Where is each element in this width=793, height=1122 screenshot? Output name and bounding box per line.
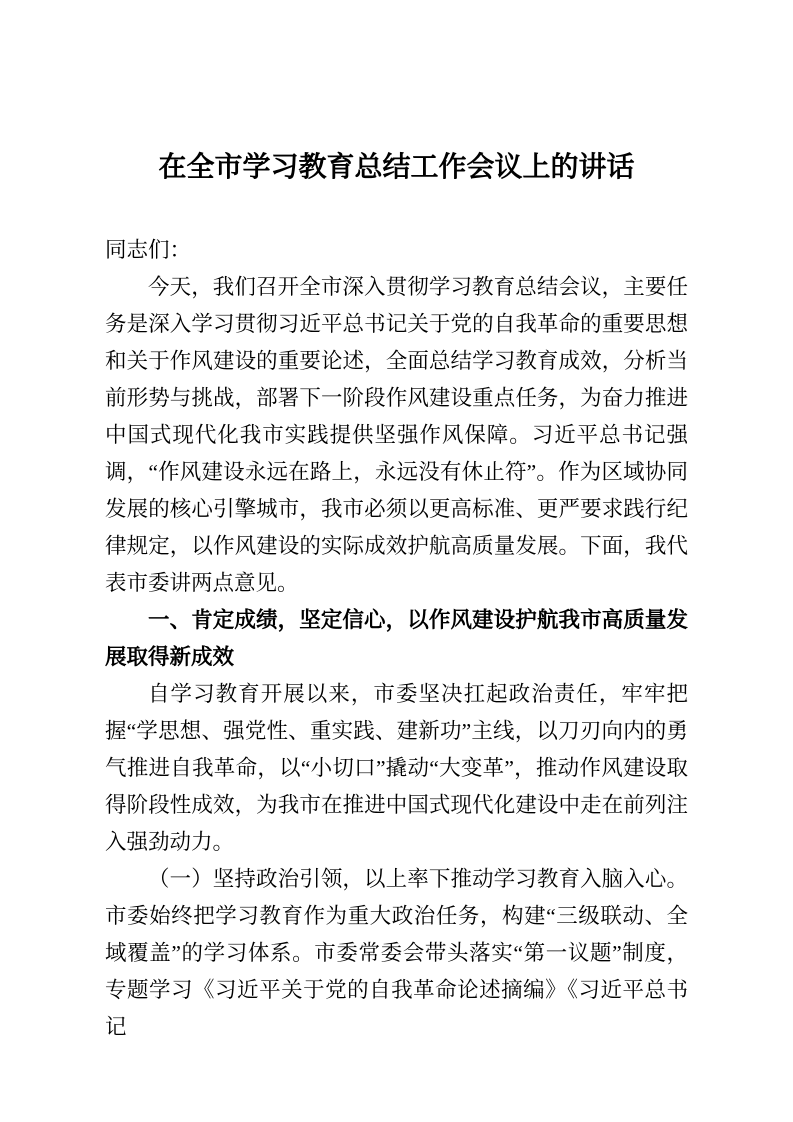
section-heading-1: 一、肯定成绩，坚定信心，以作风建设护航我市高质量发展取得新成效 <box>105 608 688 669</box>
paragraph-opening: 今天，我们召开全市深入贯彻学习教育总结会议，主要任务是深入学习贯彻习近平总书记关于党的自我革命的重要思想和关于作风建设的重要论述，全面总结学习教育成效，分析当前形势与挑战，部署下一阶段作风建设重点任务，为奋力推进中国式现代化我市实践提供坚强作风保障。习近平总书记强调，“作风建设永远在路上，永远没有休止符”。作为区域协同发展的核心引擎城市，我市必须以更高标准、更严要求践行纪律规定，以作风建设的实际成效护航高质量发展。下面，我代表市委讲两点意见。 <box>105 275 688 595</box>
salutation: 同志们： <box>105 238 192 262</box>
paragraph-political-leadership: （一）坚持政治引领，以上率下推动学习教育入脑入心。市委始终把学习教育作为重大政治任务，构建“三级联动、全域覆盖”的学习体系。市委常委会带头落实“第一议题”制度，专题学习《习近平关于党的自我革命论述摘编》《习近平总书记 <box>105 867 688 1039</box>
document-title: 在全市学习教育总结工作会议上的讲话 <box>158 152 635 183</box>
paragraph-achievements-overview: 自学习教育开展以来，市委坚决扛起政治责任，牢牢把握“学思想、强党性、重实践、建新功”主线，以刀刃向内的勇气推进自我革命，以“小切口”撬动“大变革”，推动作风建设取得阶段性成效，为我市在推进中国式现代化建设中走在前列注入强劲动力。 <box>105 682 688 854</box>
